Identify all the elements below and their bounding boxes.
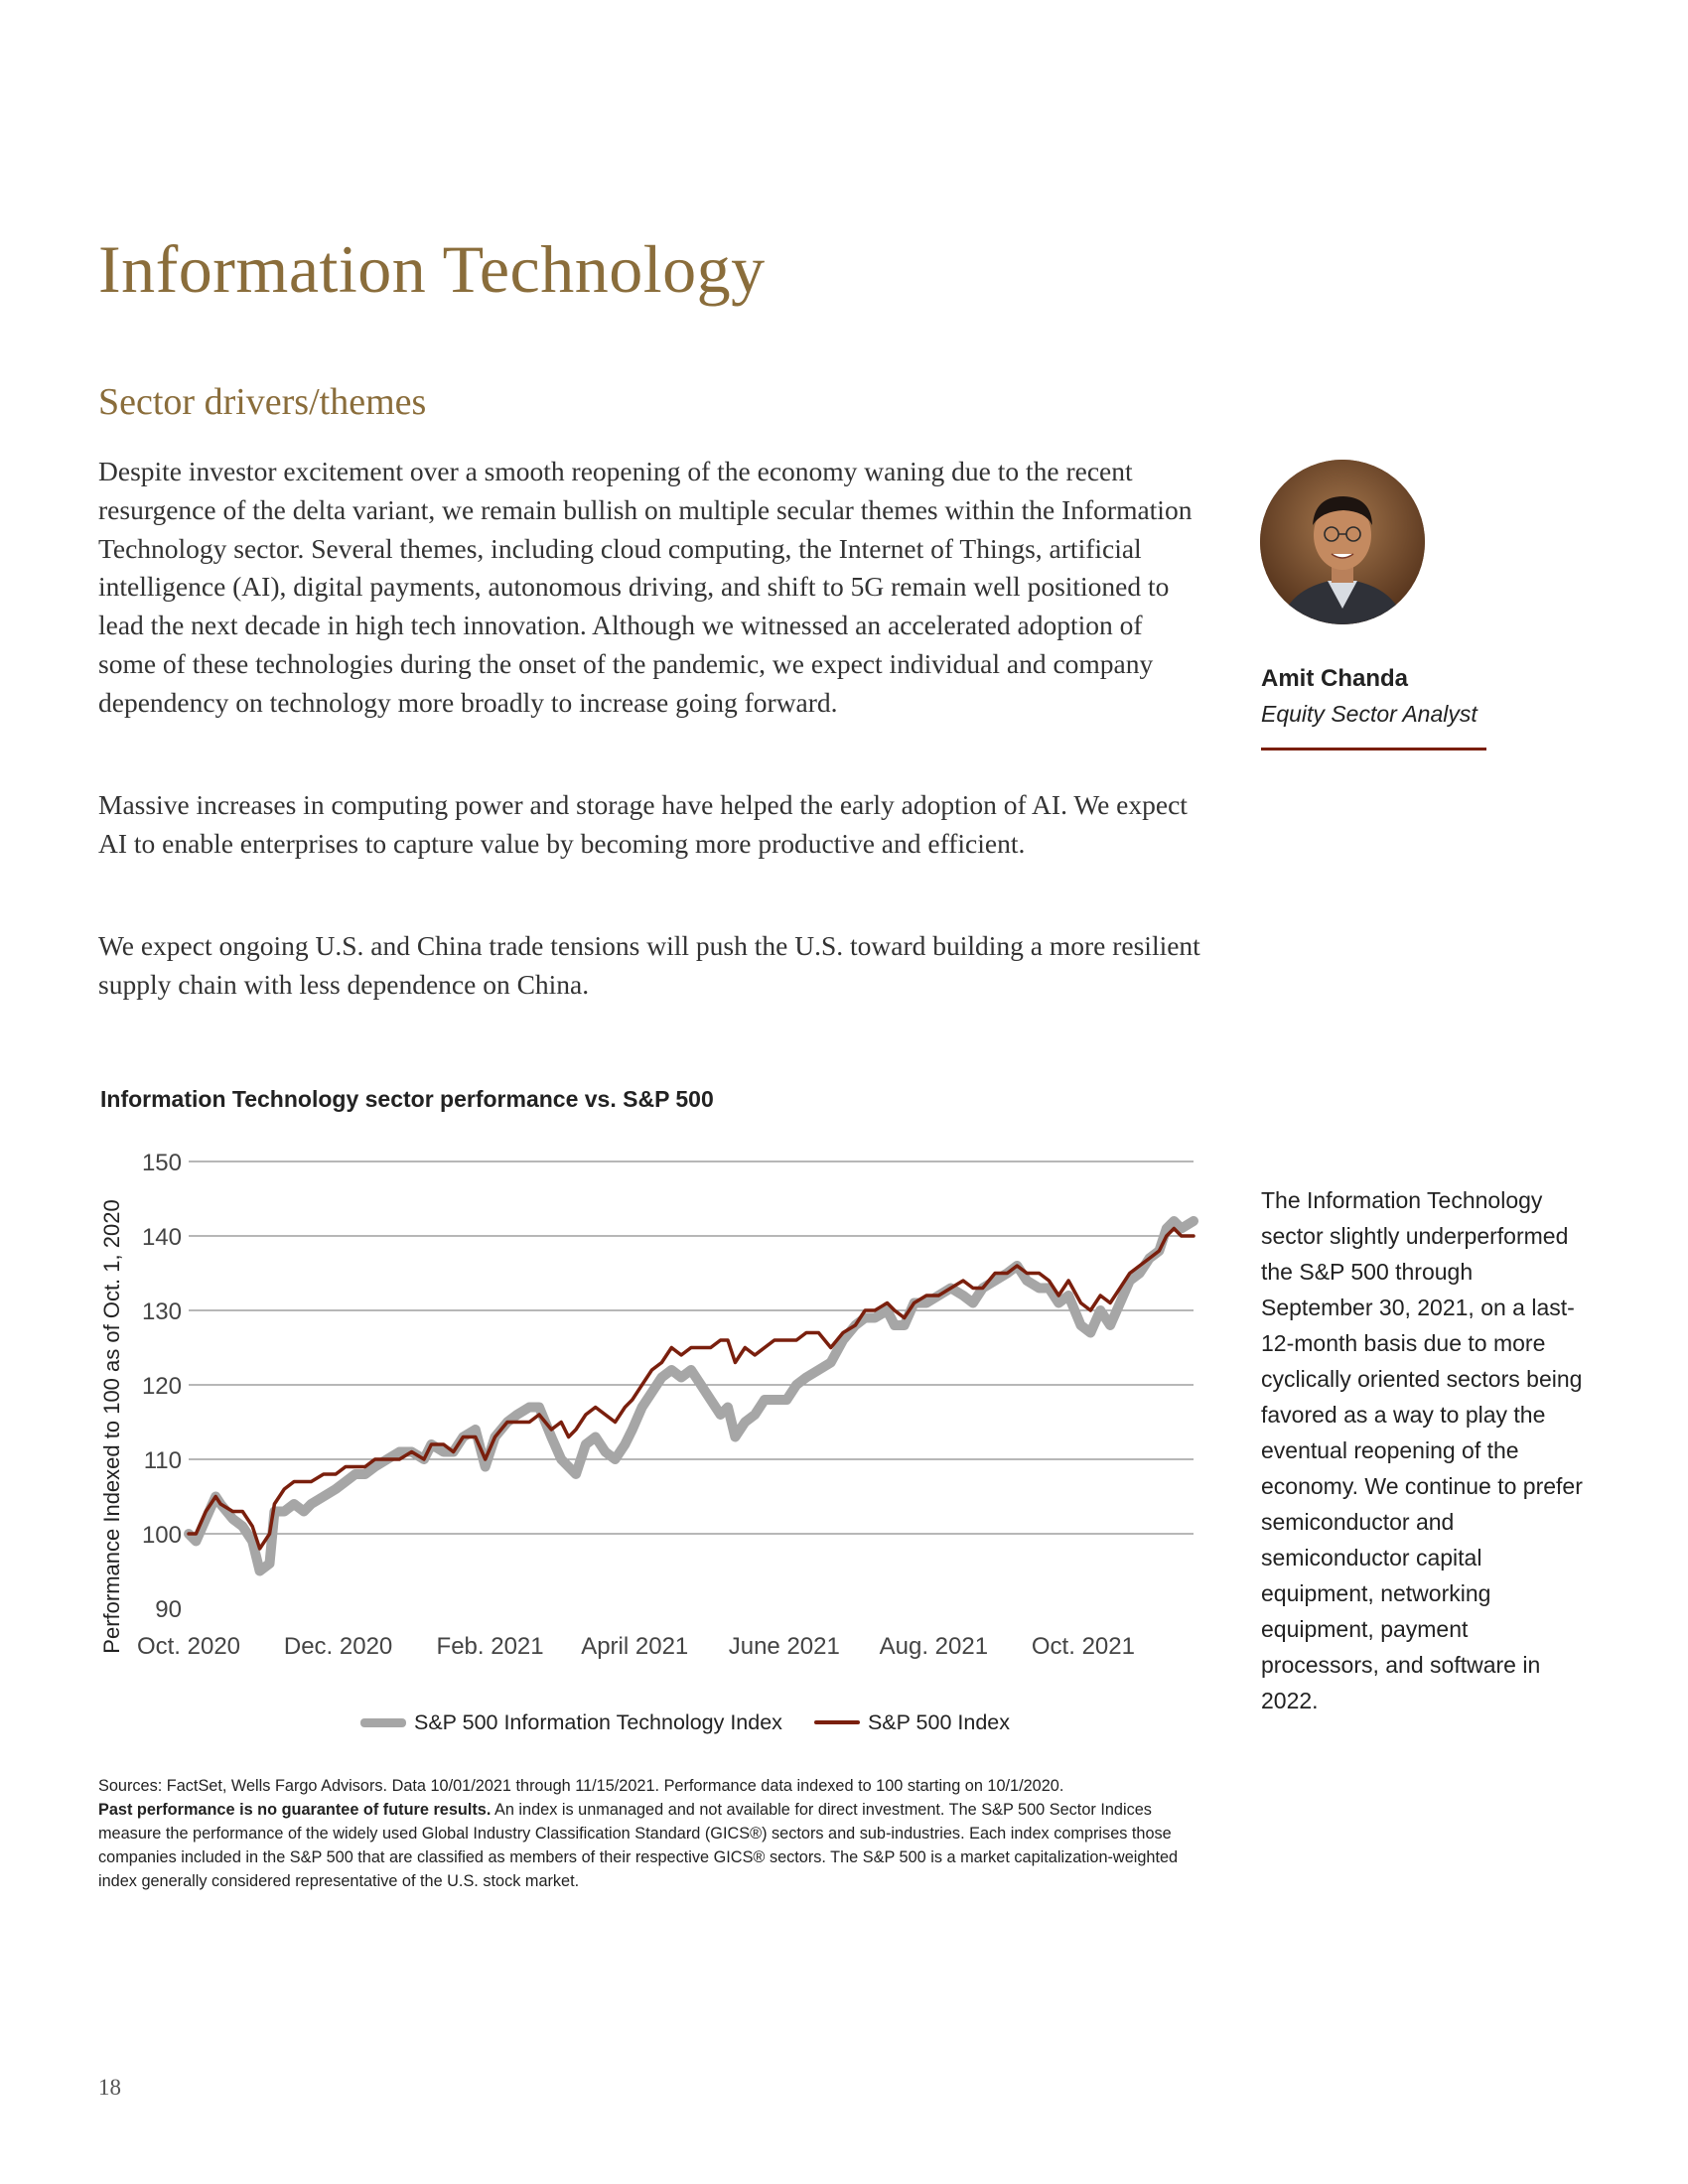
page-title: Information Technology bbox=[98, 231, 766, 307]
y-tick-label: 100 bbox=[141, 1522, 182, 1549]
section-heading: Sector drivers/themes bbox=[98, 381, 427, 423]
x-tick-label: Dec. 2020 bbox=[283, 1633, 393, 1660]
series-line-it-index bbox=[189, 1221, 1194, 1571]
series-line-sp500-index bbox=[189, 1229, 1194, 1550]
y-tick-label: 140 bbox=[141, 1224, 182, 1251]
x-tick-label: April 2021 bbox=[581, 1633, 689, 1660]
body-paragraph: Massive increases in computing power and storage have helped the early adoption of AI. We expect AI to enable enterprises to capture value by becoming more productive and efficient. bbox=[98, 789, 1188, 859]
analyst-name: Amit Chanda bbox=[1261, 665, 1409, 692]
chart-legend bbox=[360, 1707, 1010, 1737]
legend-swatch-sp500 bbox=[814, 1720, 860, 1724]
y-tick-label: 130 bbox=[141, 1298, 182, 1325]
x-tick-label: Aug. 2021 bbox=[879, 1633, 989, 1660]
body-paragraph: Despite investor excitement over a smooth reopening of the economy waning due to the recent resurgence of the delta variant, we remain bullish on multiple secular themes within the Information Technology sector. Several themes, including cloud computing, the Internet of Things, artificial intelligence (AI), digital payments, autonomous driving, and shift to 5G remain well positioned to lead the next decade in high tech innovation. Although we witnessed an accelerated adoption of some of these technologies during the onset of the pandemic, we expect individual and company dependency on technology more broadly to increase going forward. bbox=[98, 456, 1193, 718]
analyst-portrait-image bbox=[1260, 460, 1425, 624]
y-tick-label: 150 bbox=[141, 1150, 182, 1176]
footnote-disclaimer-text: An index is unmanaged and not available for direct investment. The S&P 500 Sector Indices measure the performance of the widely used Global Industry Classification Standard (GICS®) sectors and sub-industries. Each index comprises those companies included in the S&P 500 that are classified as members of their respective GICS® sectors. The S&P 500 is a market capitalization-weighted index generally considered representative of the U.S. stock market. bbox=[98, 1801, 1179, 1890]
footnote-disclaimer-bold: Past performance is no guarantee of future results. bbox=[98, 1801, 492, 1819]
body-paragraph: We expect ongoing U.S. and China trade tensions will push the U.S. toward building a more resilient supply chain with less dependence on China. bbox=[98, 930, 1200, 1000]
y-tick-label: 110 bbox=[143, 1447, 182, 1474]
page-number: 18 bbox=[98, 2075, 121, 2100]
x-tick-label: Oct. 2020 bbox=[136, 1633, 241, 1660]
analyst-photo bbox=[1260, 460, 1425, 624]
legend-label-sp500: S&P 500 Index bbox=[867, 1709, 1010, 1734]
sidebar-note: The Information Technology sector slightly underperformed the S&P 500 through September 30, 2021, on a last-12-month basis due to more cyclically oriented sectors being favored as a way to play the eventual reopening of the economy. We continue to prefer semiconductor and semiconductor capital equipment, networking equipment, payment processors, and software in 2022. bbox=[1261, 1187, 1583, 1713]
footnote-sources: Sources: FactSet, Wells Fargo Advisors. Data 10/01/2021 through 11/15/2021. Performance data indexed to 100 starting on 10/1/2020. bbox=[98, 1777, 1064, 1795]
legend-label-it: S&P 500 Information Technology Index bbox=[414, 1709, 782, 1734]
performance-chart bbox=[0, 1122, 1211, 1678]
y-tick-label: 90 bbox=[155, 1596, 182, 1623]
legend-swatch-it bbox=[360, 1718, 406, 1727]
analyst-role: Equity Sector Analyst bbox=[1261, 701, 1477, 727]
divider bbox=[1261, 748, 1486, 751]
x-tick-label: June 2021 bbox=[728, 1633, 840, 1660]
x-tick-label: Oct. 2021 bbox=[1031, 1633, 1135, 1660]
y-tick-label: 120 bbox=[141, 1373, 182, 1400]
x-tick-label: Feb. 2021 bbox=[436, 1633, 544, 1660]
footnote-disclaimer bbox=[98, 1798, 1200, 1893]
y-axis-label: Performance Indexed to 100 as of Oct. 1, 2020 bbox=[99, 1199, 124, 1654]
chart-title: Information Technology sector performance vs. S&P 500 bbox=[100, 1086, 714, 1112]
chart-footnote bbox=[98, 1774, 1200, 1893]
